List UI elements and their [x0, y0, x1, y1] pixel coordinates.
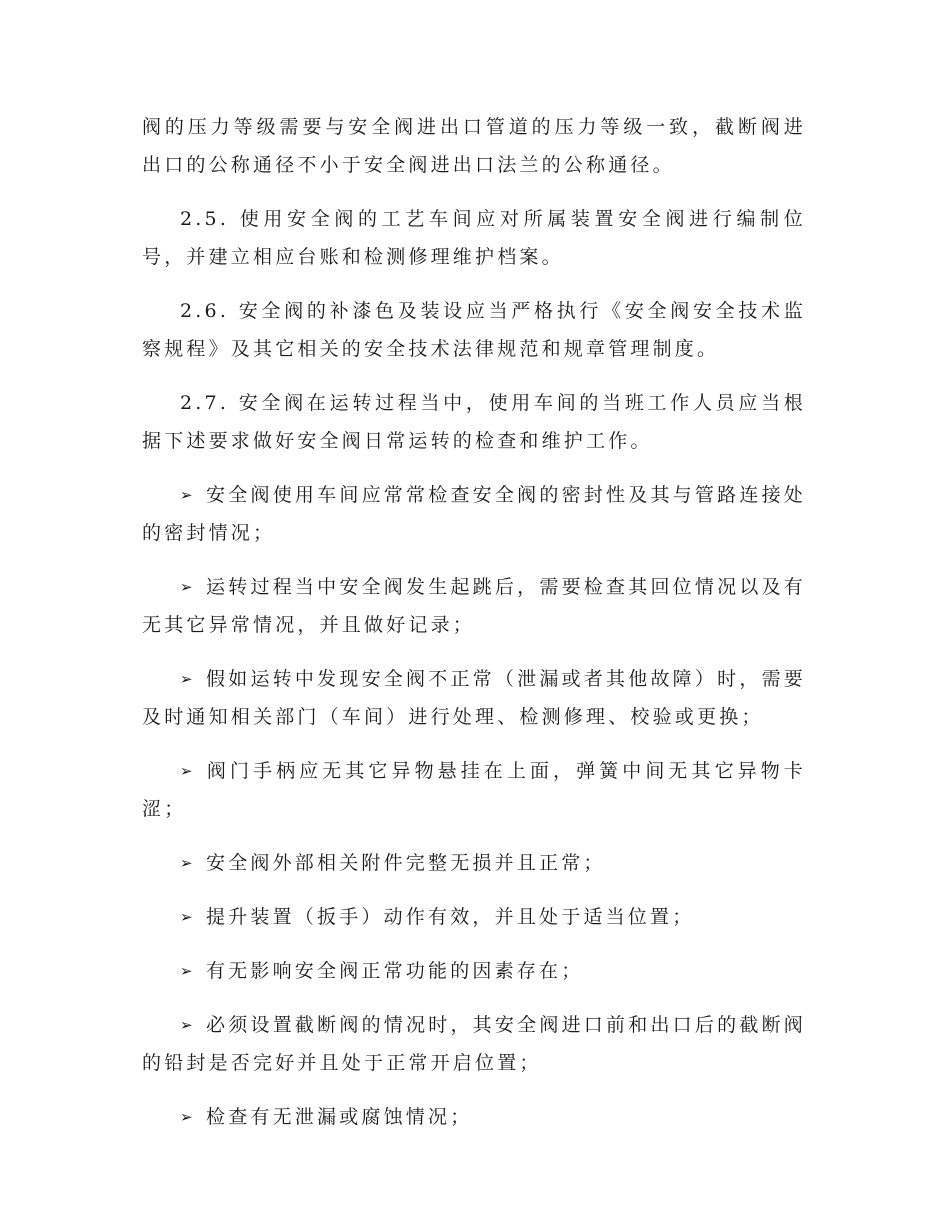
arrow-bullet-icon: ➢: [180, 578, 193, 596]
paragraph-gap: [142, 882, 806, 898]
bullet-item: [142, 1098, 806, 1136]
bullet-item: [142, 1006, 806, 1082]
bullet-item: [142, 844, 806, 882]
arrow-bullet-icon: ➢: [180, 962, 193, 980]
paragraph-continuation: 阀的压力等级需要与安全阀进出口管道的压力等级一致，截断阀进出口的公称通径不小于安全阀进出口法兰的公称通径。: [142, 116, 806, 176]
bullet-item: [142, 476, 806, 552]
paragraph-gap: [142, 828, 806, 844]
bullet-item: [142, 752, 806, 828]
arrow-bullet-icon: ➢: [180, 1016, 193, 1034]
bullet-text: 安全阀使用车间应常常检查安全阀的密封性及其与管路连接处的密封情况；: [142, 484, 806, 544]
paragraph-2-7: 2.7. 安全阀在运转过程当中，使用车间的当班工作人员应当根据下述要求做好安全阀日常运转的检查和维护工作。: [142, 392, 806, 452]
bullet-text: 检查有无泄漏或腐蚀情况；: [206, 1106, 473, 1128]
bullet-text: 假如运转中发现安全阀不正常（泄漏或者其他故障）时，需要及时通知相关部门（车间）进行处理、检测修理、校验或更换；: [142, 668, 806, 728]
bullet-text: 阀门手柄应无其它异物悬挂在上面，弹簧中间无其它异物卡涩；: [142, 760, 806, 820]
paragraph-gap: [142, 990, 806, 1006]
paragraph-2-5: 2.5. 使用安全阀的工艺车间应对所属装置安全阀进行编制位号，并建立相应台账和检测修理维护档案。: [142, 208, 806, 268]
arrow-bullet-icon: ➢: [180, 908, 193, 926]
arrow-bullet-icon: ➢: [180, 854, 193, 872]
arrow-bullet-icon: ➢: [180, 1108, 193, 1126]
bullet-item: [142, 568, 806, 644]
arrow-bullet-icon: ➢: [180, 762, 193, 780]
paragraph-gap: [142, 936, 806, 952]
paragraph-gap: [142, 644, 806, 660]
paragraph-gap: [142, 368, 806, 384]
paragraph-gap: [142, 460, 806, 476]
bullet-text: 必须设置截断阀的情况时，其安全阀进口前和出口后的截断阀的铅封是否完好并且处于正常开启位置；: [142, 1014, 806, 1074]
arrow-bullet-icon: ➢: [180, 486, 193, 504]
paragraph-gap: [142, 552, 806, 568]
bullet-text: 安全阀外部相关附件完整无损并且正常；: [206, 852, 606, 874]
arrow-bullet-icon: ➢: [180, 670, 193, 688]
paragraph-gap: [142, 736, 806, 752]
bullet-item: [142, 660, 806, 736]
bullet-item: [142, 952, 806, 990]
bullet-text: 提升装置（扳手）动作有效，并且处于适当位置；: [206, 906, 695, 928]
document-body: [142, 108, 806, 1136]
paragraph-gap: [142, 276, 806, 292]
bullet-item: [142, 898, 806, 936]
paragraph-gap: [142, 1082, 806, 1098]
bullet-text: 有无影响安全阀正常功能的因素存在；: [206, 960, 584, 982]
paragraph-2-6: 2.6. 安全阀的补漆色及装设应当严格执行《安全阀安全技术监察规程》及其它相关的安全技术法律规范和规章管理制度。: [142, 300, 806, 360]
paragraph-gap: [142, 184, 806, 200]
bullet-text: 运转过程当中安全阀发生起跳后，需要检查其回位情况以及有无其它异常情况，并且做好记录；: [142, 576, 806, 636]
